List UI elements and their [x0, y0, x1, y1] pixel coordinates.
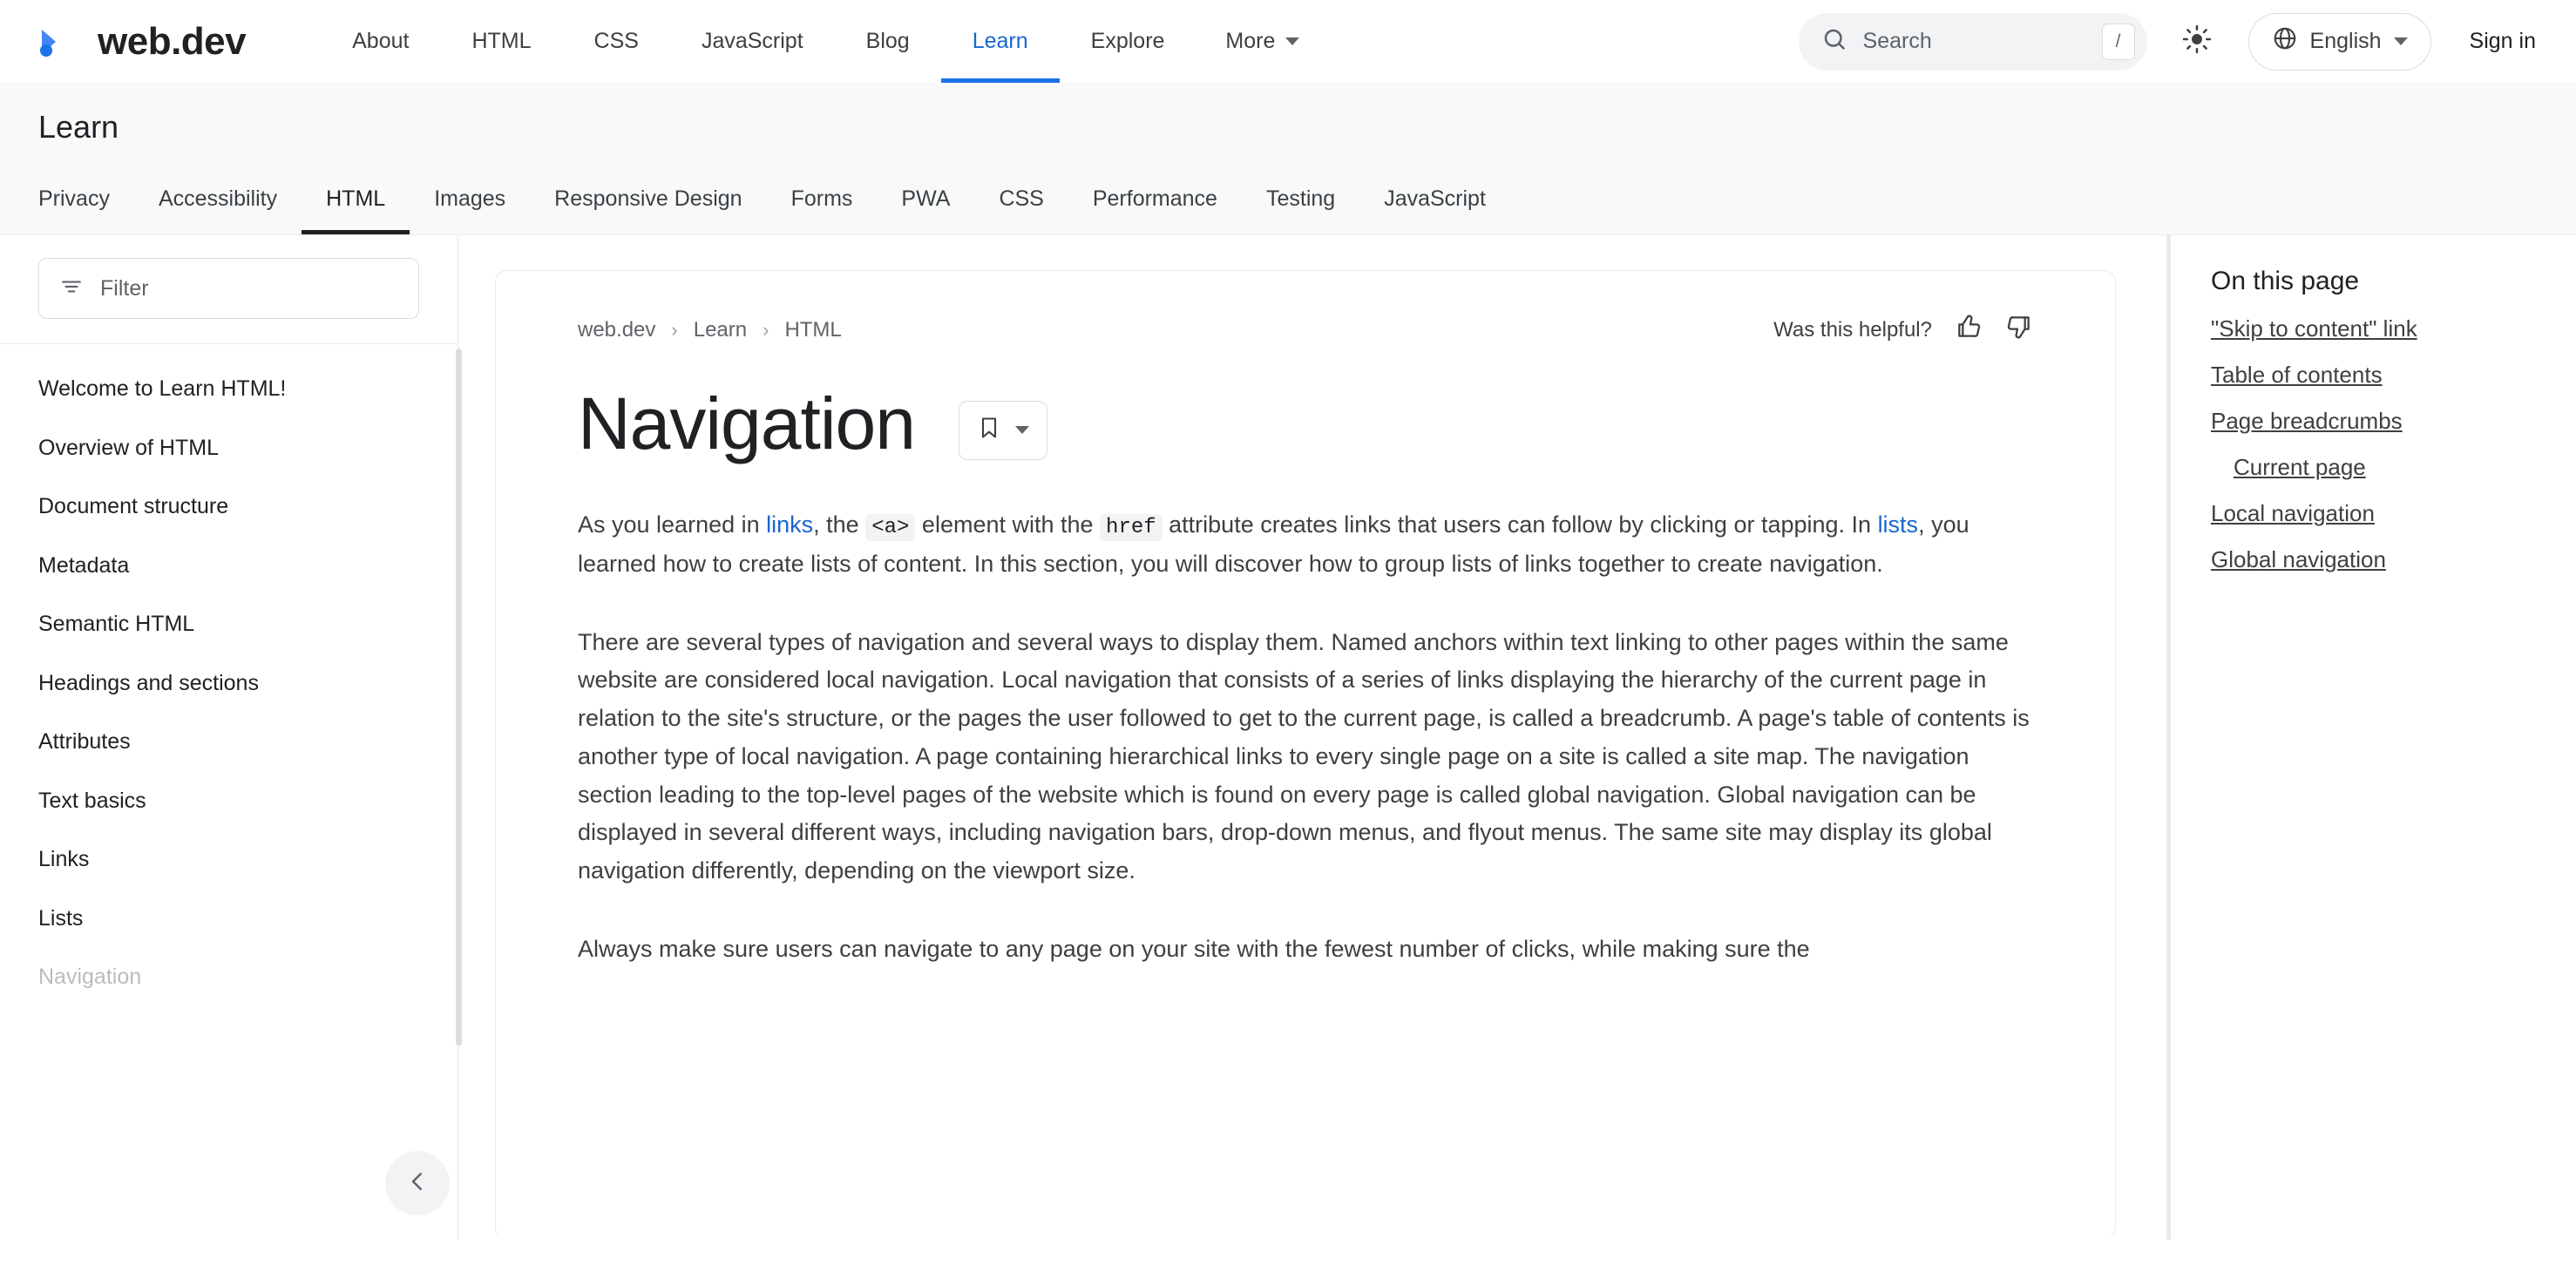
bookmark-button[interactable]: [959, 401, 1047, 460]
language-selector[interactable]: [2248, 13, 2431, 71]
page-title: Navigation: [578, 383, 915, 464]
sidebar-collapse-button[interactable]: [385, 1151, 450, 1215]
article-header-row: [578, 313, 2033, 347]
site-logo[interactable]: [38, 20, 246, 64]
paragraph-closing: Always make sure users can navigate to any page on your site with the fewest number of clicks, while making sure the: [578, 935, 1810, 962]
tab-testing[interactable]: Testing: [1265, 186, 1336, 211]
toc-title: On this page: [2211, 267, 2360, 295]
toc-link-page-breadcrumbs[interactable]: Page breadcrumbs: [2211, 408, 2403, 434]
sign-in-button[interactable]: Sign in: [2469, 29, 2536, 53]
top-header: [0, 0, 2576, 83]
text-fragment: , the: [813, 511, 866, 538]
page-section-title: Learn: [38, 109, 119, 145]
chevron-left-icon: [404, 1168, 430, 1199]
nav-item-css[interactable]: CSS: [593, 29, 639, 53]
inline-link-lists[interactable]: lists: [1877, 511, 1919, 538]
thumb-up-icon[interactable]: [1955, 313, 1983, 347]
tab-accessibility[interactable]: Accessibility: [158, 186, 278, 211]
search-input[interactable]: [1799, 13, 2147, 71]
inline-code-anchor: <a>: [865, 514, 915, 541]
search-shortcut-key: /: [2102, 24, 2135, 60]
nav-item-more[interactable]: [1196, 0, 1329, 83]
sidebar-item-links[interactable]: Links: [38, 847, 90, 871]
nav-more-label: More: [1225, 29, 1276, 53]
paragraph-types-of-navigation: There are several types of navigation and several ways to display them. Named anchors within text linking to other pages within the same website are considered local navigation. Local navigation that consists of a series of links displaying the hierarchy of the current page in relation to the site's structure, or the pages the user followed to get to the current page, is called a breadcrumb. A page's table of contents is another type of local navigation. A page containing hierarchical links to every single page on a site is called a site map. The navigation section leading to the top-level pages of the website which is found on every page is called global navigation. Global navigation can be displayed in several different ways, including navigation bars, drop-down menus, and flyout menus. The same site may display its global navigation differently, depending on the viewport size.: [578, 628, 2030, 884]
nav-item-html[interactable]: HTML: [471, 29, 532, 53]
page-layout: [0, 235, 2576, 1240]
site-logo-text: web.dev: [98, 19, 247, 63]
sidebar-nav: [0, 344, 458, 1007]
primary-nav: [321, 0, 1329, 83]
sun-icon: [2182, 24, 2212, 58]
filter-input[interactable]: [38, 258, 419, 319]
sidebar-item-headings-and-sections[interactable]: Headings and sections: [38, 670, 259, 695]
sidebar-scrollbar[interactable]: [456, 349, 462, 1046]
nav-item-explore[interactable]: Explore: [1090, 29, 1165, 53]
chevron-down-icon: [1285, 37, 1299, 45]
toc-link-current-page[interactable]: Current page: [2234, 454, 2366, 480]
breadcrumb-item-webdev[interactable]: web.dev: [578, 317, 656, 342]
text-fragment: attribute creates links that users can follow by clicking or tapping. In: [1162, 511, 1878, 538]
tab-pwa[interactable]: PWA: [901, 186, 951, 211]
sidebar-item-text-basics[interactable]: Text basics: [38, 788, 146, 813]
theme-toggle-button[interactable]: [2168, 13, 2226, 71]
chevron-down-icon: [1015, 426, 1029, 434]
sidebar-item-overview-of-html[interactable]: Overview of HTML: [38, 435, 219, 460]
main-content: [458, 235, 2149, 1240]
toc-link-global-navigation[interactable]: Global navigation: [2211, 546, 2386, 572]
toc-link-local-navigation[interactable]: Local navigation: [2211, 500, 2375, 526]
search-placeholder: Search: [1862, 29, 1932, 53]
learn-subheader: [0, 83, 2576, 235]
breadcrumb: [578, 318, 842, 342]
text-fragment: As you learned in: [578, 511, 767, 538]
filter-icon: [60, 275, 83, 302]
sidebar-item-attributes[interactable]: Attributes: [38, 729, 131, 754]
thumb-down-icon[interactable]: [2005, 313, 2033, 347]
toc-link-skip-to-content[interactable]: "Skip to content" link: [2211, 315, 2417, 342]
inline-code-href: href: [1100, 514, 1163, 541]
breadcrumb-item-html[interactable]: HTML: [784, 317, 842, 342]
tab-images[interactable]: Images: [434, 186, 506, 211]
filter-placeholder: Filter: [100, 275, 149, 301]
article-card: [495, 270, 2116, 1240]
sidebar-item-semantic-html[interactable]: Semantic HTML: [38, 612, 195, 636]
on-this-page-toc: [2166, 235, 2576, 1240]
text-fragment: element with the: [915, 511, 1101, 538]
sidebar-item-navigation[interactable]: Navigation: [38, 965, 142, 989]
nav-item-javascript[interactable]: JavaScript: [701, 29, 803, 53]
inline-link-links[interactable]: links: [766, 511, 814, 538]
title-row: [578, 382, 2033, 466]
sidebar-item-metadata[interactable]: Metadata: [38, 552, 130, 578]
search-icon: [1821, 26, 1847, 57]
breadcrumb-item-learn[interactable]: Learn: [693, 317, 748, 342]
bookmark-icon: [977, 416, 1001, 444]
nav-item-blog[interactable]: Blog: [865, 29, 910, 53]
tab-forms[interactable]: Forms: [790, 186, 853, 211]
left-sidebar: [0, 235, 458, 1240]
sidebar-item-document-structure[interactable]: Document structure: [38, 494, 229, 518]
language-label: English: [2309, 29, 2382, 53]
filter-container: [0, 235, 458, 319]
tab-css[interactable]: CSS: [999, 186, 1044, 211]
tab-responsive-design[interactable]: Responsive Design: [554, 186, 742, 211]
text-fragment: , you learned how to create lists of content. In this section, you will discover how to group lists of links together to create navigation.: [578, 511, 1969, 577]
feedback-widget: [1773, 313, 2033, 347]
webdev-logo-icon: [38, 22, 78, 62]
tab-performance[interactable]: Performance: [1092, 186, 1217, 211]
nav-item-about[interactable]: About: [352, 29, 410, 53]
tab-privacy[interactable]: Privacy: [38, 186, 110, 211]
breadcrumb-separator: ›: [763, 318, 769, 341]
header-tools: [1799, 13, 2539, 71]
breadcrumb-separator: ›: [671, 318, 678, 341]
sidebar-item-lists[interactable]: Lists: [38, 905, 84, 931]
feedback-label: Was this helpful?: [1773, 317, 1932, 342]
learn-tabs: [38, 166, 2538, 234]
tab-javascript[interactable]: JavaScript: [1384, 186, 1486, 211]
nav-item-learn[interactable]: Learn: [941, 0, 1060, 83]
sidebar-item-welcome-to-learn-html[interactable]: Welcome to Learn HTML!: [38, 376, 287, 401]
tab-html[interactable]: HTML: [302, 186, 410, 234]
paragraph-intro: [578, 506, 2033, 584]
toc-link-table-of-contents[interactable]: Table of contents: [2211, 362, 2383, 388]
globe-icon: [2272, 25, 2298, 58]
chevron-down-icon: [2394, 37, 2408, 45]
